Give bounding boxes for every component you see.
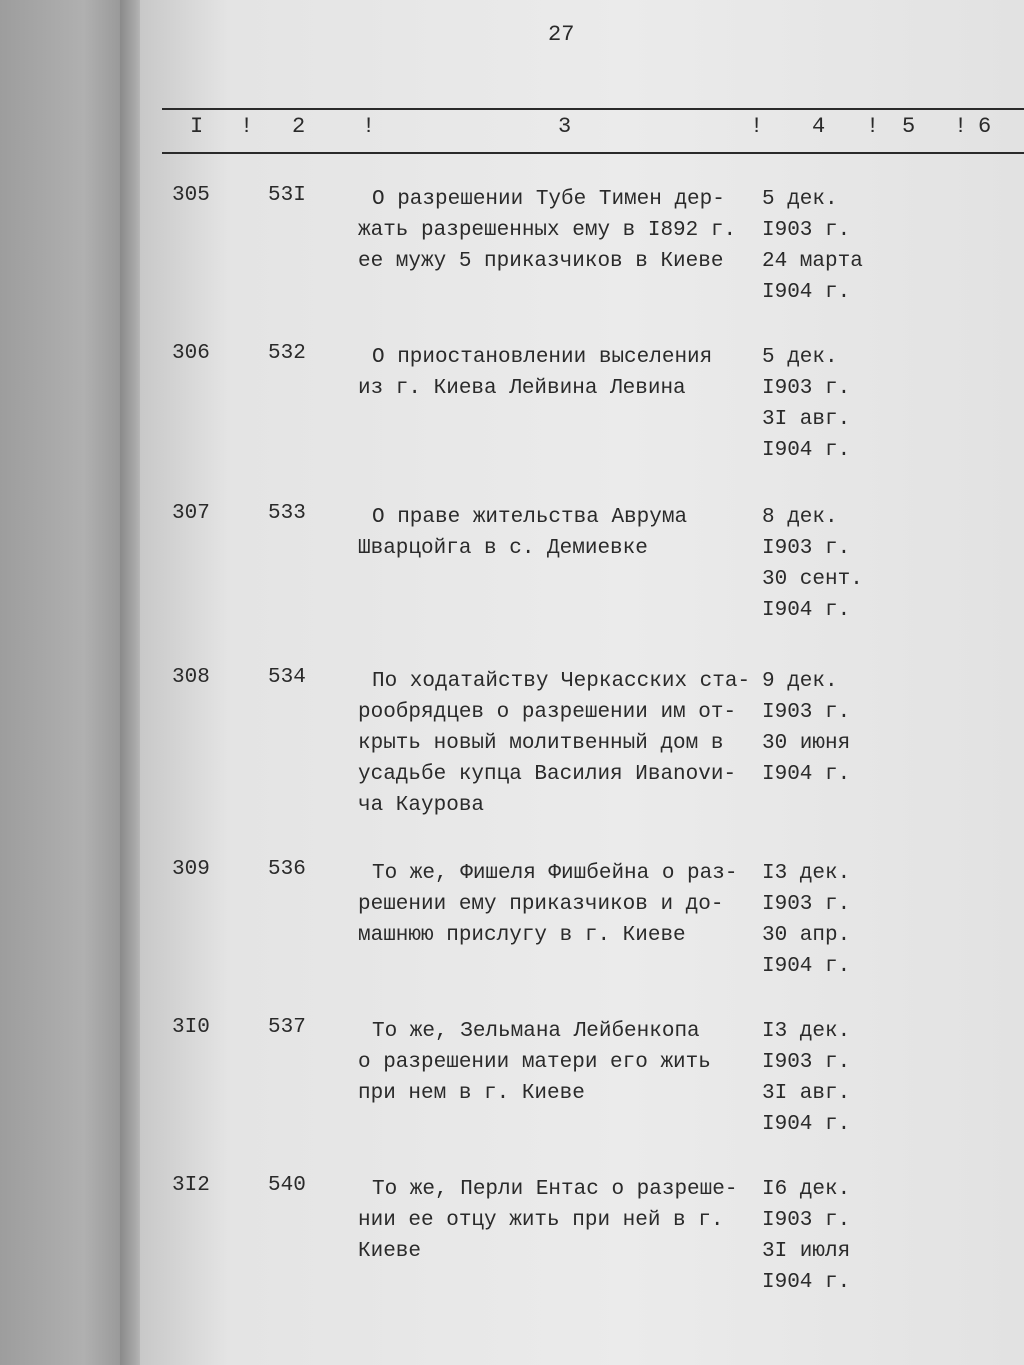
date-line: 9 дек. (762, 670, 838, 693)
entry-number: 309 (172, 858, 210, 881)
date-line: I6 дек. (762, 1178, 851, 1201)
document-number: 540 (268, 1174, 306, 1197)
date-line: I904 г. (762, 1113, 851, 1136)
header-col-1: I (190, 114, 204, 139)
description-line: О приостановлении выселения (372, 346, 713, 369)
date-line: 30 сент. (762, 568, 863, 591)
date-line: I903 г. (762, 701, 851, 724)
header-separator: ! (954, 114, 968, 139)
facing-page-edge (0, 0, 140, 1365)
document-number: 537 (268, 1016, 306, 1039)
date-line: 30 июня (762, 732, 851, 755)
description-line: при нем в г. Киеве (358, 1082, 585, 1105)
date-line: I3 дек. (762, 1020, 851, 1043)
entry-dates (762, 184, 882, 308)
date-line: 24 марта (762, 250, 863, 273)
description-line: Киеве (358, 1240, 422, 1263)
document-page (140, 0, 1024, 1365)
header-separator: ! (362, 114, 376, 139)
description-line: нии ее отцу жить при ней в г. (358, 1209, 724, 1232)
header-col-2: 2 (292, 114, 306, 139)
document-number: 53I (268, 184, 306, 207)
date-line: I903 г. (762, 893, 851, 916)
header-separator: ! (866, 114, 880, 139)
date-line: I904 г. (762, 1271, 851, 1294)
description-line: То же, Перли Ентас о разреше- (372, 1178, 738, 1201)
description-line: ча Каурова (358, 794, 485, 817)
date-line: I904 г. (762, 281, 851, 304)
date-line: I904 г. (762, 439, 851, 462)
header-separator: ! (240, 114, 254, 139)
header-col-3: 3 (558, 114, 572, 139)
description-line: То же, Фишеля Фишбейна о раз- (372, 862, 738, 885)
document-number: 533 (268, 502, 306, 525)
date-line: 30 апр. (762, 924, 851, 947)
entry-description (358, 502, 768, 564)
entry-dates (762, 1174, 882, 1298)
date-line: 5 дек. (762, 346, 838, 369)
entry-description (358, 342, 768, 404)
header-separator: ! (750, 114, 764, 139)
date-line: I904 г. (762, 599, 851, 622)
header-rule-top (162, 108, 1024, 110)
entry-dates (762, 666, 882, 790)
description-line: из г. Киева Лейвина Левина (358, 377, 686, 400)
date-line: I903 г. (762, 377, 851, 400)
description-line: крыть новый молитвенный дом в (358, 732, 724, 755)
page-number: 27 (548, 22, 575, 47)
entry-description (358, 1016, 768, 1109)
entry-description (358, 666, 768, 821)
date-line: I903 г. (762, 1209, 851, 1232)
description-line: Шварцойга в с. Демиевке (358, 537, 648, 560)
date-line: I904 г. (762, 763, 851, 786)
date-line: I903 г. (762, 1051, 851, 1074)
date-line: I3 дек. (762, 862, 851, 885)
entry-number: 305 (172, 184, 210, 207)
entry-dates (762, 858, 882, 982)
header-col-5: 5 (902, 114, 916, 139)
entry-dates (762, 342, 882, 466)
description-line: о разрешении матери его жить (358, 1051, 711, 1074)
date-line: I904 г. (762, 955, 851, 978)
description-line: усадьбе купца Василия Ивanovи- (358, 763, 737, 786)
description-line: ее мужу 5 приказчиков в Киеве (358, 250, 724, 273)
document-number: 536 (268, 858, 306, 881)
date-line: 5 дек. (762, 188, 838, 211)
date-line: I903 г. (762, 219, 851, 242)
entry-dates (762, 502, 882, 626)
entry-dates (762, 1016, 882, 1140)
document-number: 534 (268, 666, 306, 689)
entry-number: 306 (172, 342, 210, 365)
description-line: жать разрешенных ему в I892 г. (358, 219, 737, 242)
entry-number: 3I0 (172, 1016, 210, 1039)
header-col-6: 6 (978, 114, 992, 139)
header-rule-bottom (162, 152, 1024, 154)
description-line: О разрешении Тубе Тимен дер- (372, 188, 725, 211)
description-line: решении ему приказчиков и до- (358, 893, 724, 916)
entry-description (358, 184, 768, 277)
date-line: I903 г. (762, 537, 851, 560)
entry-number: 3I2 (172, 1174, 210, 1197)
date-line: 8 дек. (762, 506, 838, 529)
date-line: 3I авг. (762, 408, 851, 431)
description-line: О праве жительства Аврума (372, 506, 688, 529)
date-line: 3I июля (762, 1240, 851, 1263)
date-line: 3I авг. (762, 1082, 851, 1105)
entry-number: 307 (172, 502, 210, 525)
description-line: рообрядцев о разрешении им от- (358, 701, 737, 724)
entry-description (358, 858, 768, 951)
header-col-4: 4 (812, 114, 826, 139)
description-line: По ходатайству Черкасских ста- (372, 670, 751, 693)
entry-description (358, 1174, 768, 1267)
entry-number: 308 (172, 666, 210, 689)
description-line: То же, Зельмана Лейбенкопа (372, 1020, 700, 1043)
document-number: 532 (268, 342, 306, 365)
description-line: машнюю прислугу в г. Киеве (358, 924, 686, 947)
